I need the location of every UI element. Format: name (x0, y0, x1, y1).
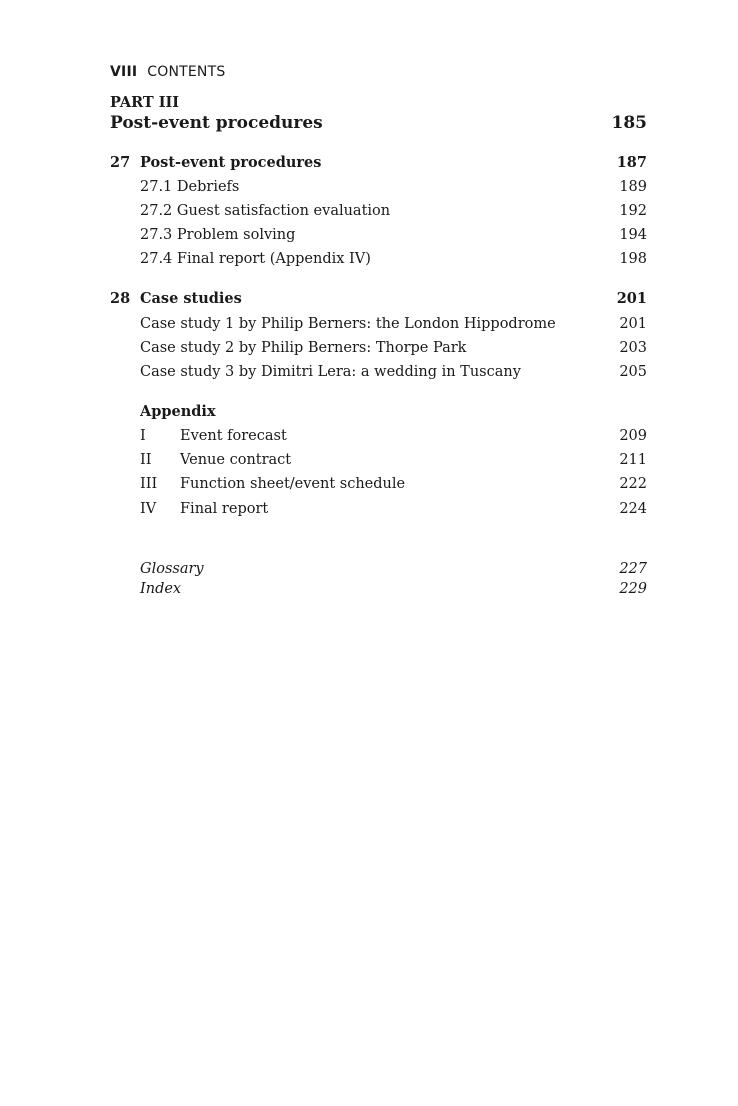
appendix-entry (0, 425, 738, 447)
appendix-label: Function sheet/event schedule (180, 476, 406, 492)
appendix-entry (0, 449, 738, 471)
appendix-numeral: II (140, 452, 152, 468)
section-label: 27.3 Problem solving (140, 227, 296, 243)
index-entry (0, 578, 738, 600)
section-page-number: 198 (619, 251, 647, 267)
appendix-numeral: I (140, 428, 146, 444)
back-matter-label: Index (140, 581, 182, 597)
section-label: 27.2 Guest satisfaction evaluation (140, 203, 391, 219)
appendix-page-number: 211 (619, 452, 647, 468)
appendix-numeral: IV (140, 501, 157, 517)
back-matter-page-number: 227 (619, 561, 647, 577)
appendix-label: Final report (180, 501, 269, 517)
case-study-label: Case study 2 by Philip Berners: Thorpe Park (140, 340, 467, 356)
section-label: 27.1 Debriefs (140, 179, 240, 195)
part-title: Post-event procedures (110, 113, 323, 133)
appendix-heading-row (0, 401, 738, 423)
chapter-title: Case studies (140, 290, 242, 307)
back-matter-label: Glossary (140, 561, 204, 577)
section-label: 27.4 Final report (Appendix IV) (140, 251, 371, 267)
case-study-page-number: 203 (619, 340, 647, 356)
chapter-title: Post-event procedures (140, 154, 322, 171)
appendix-entry (0, 498, 738, 520)
page-folio: VIII (110, 64, 138, 80)
section-entry (0, 200, 738, 222)
back-matter-page-number: 229 (619, 581, 647, 597)
chapter-page-number: 201 (616, 290, 647, 307)
part-page-number: 185 (611, 113, 647, 133)
case-study-label: Case study 3 by Dimitri Lera: a wedding in Tuscany (140, 364, 521, 380)
case-study-entry (0, 361, 738, 383)
part-label: PART III (110, 94, 180, 111)
appendix-page-number: 209 (619, 428, 647, 444)
section-entry (0, 248, 738, 270)
case-study-entry (0, 337, 738, 359)
case-study-page-number: 201 (619, 316, 647, 332)
appendix-numeral: III (140, 476, 158, 492)
running-title: CONTENTS (147, 64, 226, 80)
appendix-page-number: 224 (619, 501, 647, 517)
chapter-page-number: 187 (616, 154, 647, 171)
running-header (110, 64, 225, 80)
section-page-number: 192 (619, 203, 647, 219)
chapter-number: 28 (110, 290, 131, 307)
chapter-number: 27 (110, 154, 131, 171)
case-study-entry (0, 313, 738, 335)
case-study-page-number: 205 (619, 364, 647, 380)
section-page-number: 189 (619, 179, 647, 195)
case-study-label: Case study 1 by Philip Berners: the London Hippodrome (140, 316, 556, 332)
appendix-page-number: 222 (619, 476, 647, 492)
chapter-28-entry (0, 288, 738, 310)
appendix-entry (0, 473, 738, 495)
appendix-label: Event forecast (180, 428, 287, 444)
chapter-27-entry (0, 152, 738, 174)
glossary-entry (0, 558, 738, 580)
section-entry (0, 176, 738, 198)
section-entry (0, 224, 738, 246)
appendix-heading: Appendix (140, 403, 216, 420)
appendix-label: Venue contract (180, 452, 292, 468)
section-page-number: 194 (619, 227, 647, 243)
